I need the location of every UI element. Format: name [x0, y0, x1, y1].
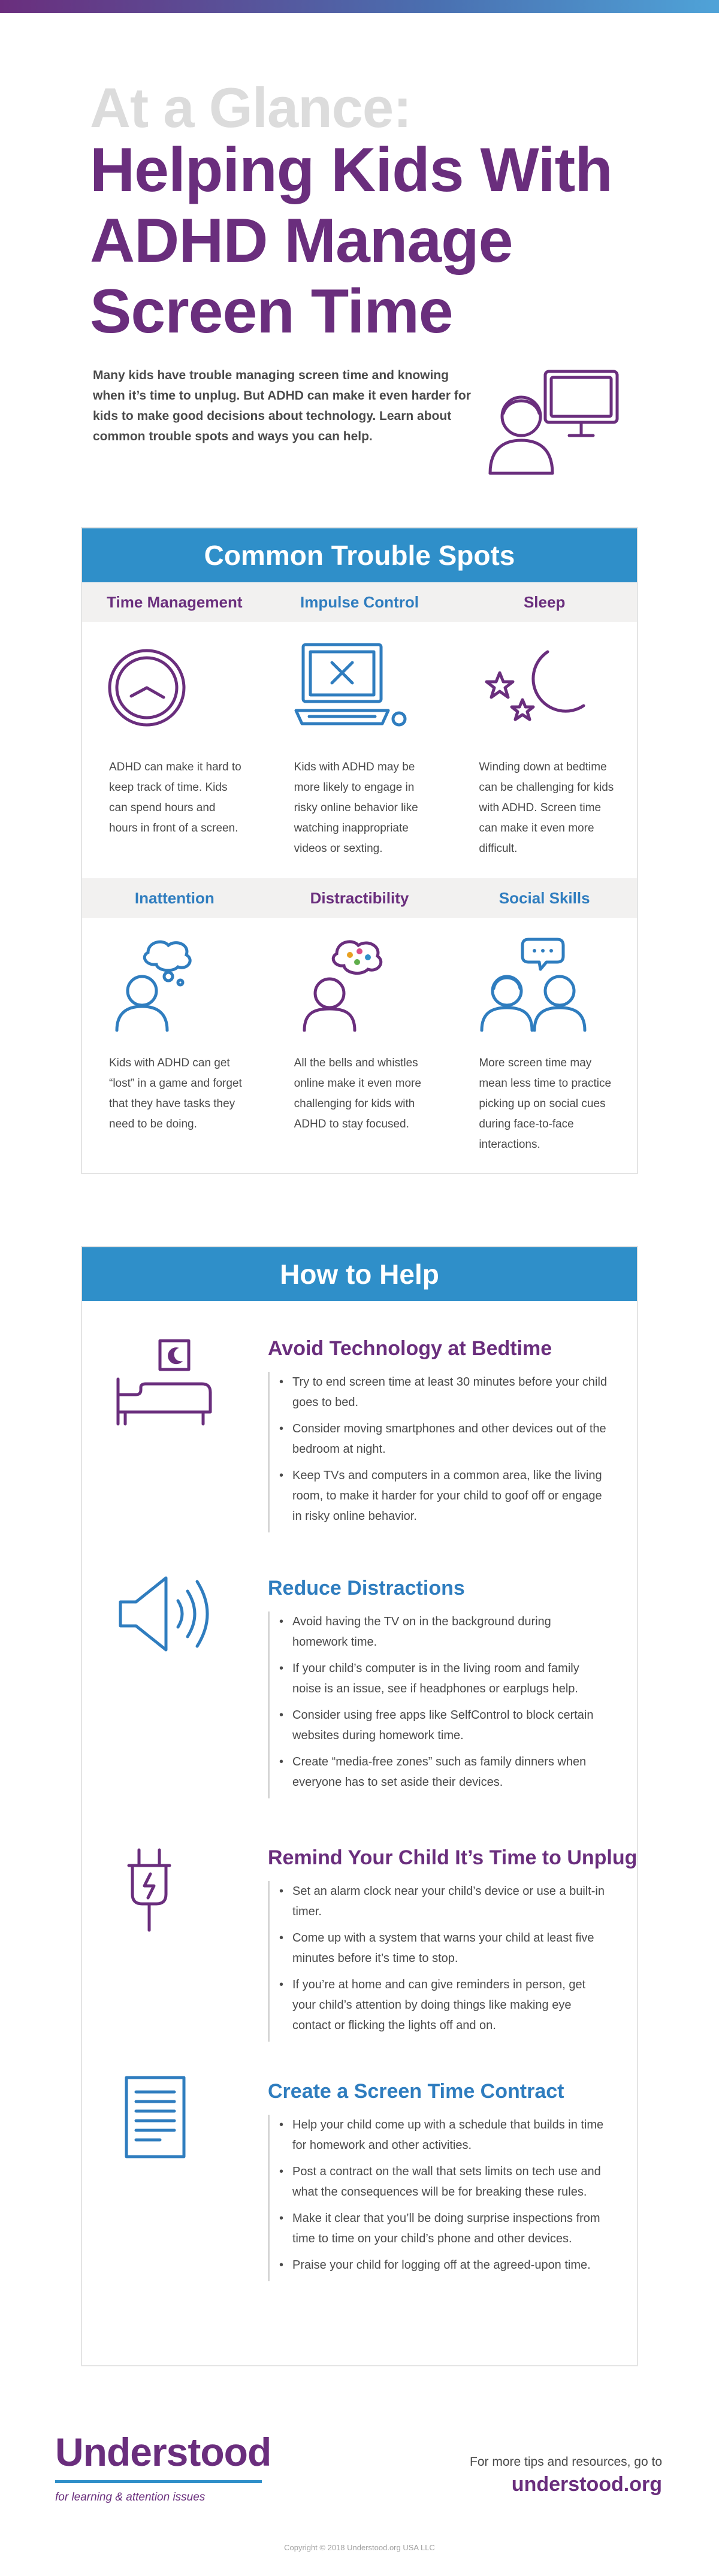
- title-prefix: At a Glance:: [90, 76, 412, 139]
- list-item: • Make it clear that you’ll be doing surprise inspections from time to time on your child’s phone and other devices.: [292, 2208, 609, 2249]
- list-item: • Avoid having the TV on in the background during homework time.: [292, 1611, 609, 1652]
- page-title: [90, 135, 665, 347]
- spot-title: Impulse Control: [267, 582, 452, 622]
- top-gradient-bar: [0, 0, 719, 13]
- title-line: Helping Kids With: [90, 135, 612, 205]
- title-line: Screen Time: [90, 277, 453, 346]
- help-bullet-list: [268, 1611, 609, 1798]
- spot-title: Sleep: [452, 582, 637, 622]
- spot-sleep: [452, 582, 637, 878]
- spot-text: Kids with ADHD may be more likely to engage in risky online behavior like watching inappropriate videos or sexting.: [294, 761, 418, 855]
- moon-stars-icon: [476, 640, 614, 736]
- spot-title: Inattention: [82, 878, 267, 918]
- list-item: • If your child’s computer is in the living room and family noise is an issue, see if headphones or earplugs help.: [292, 1658, 609, 1699]
- list-item: • Create “media-free zones” such as family dinners when everyone has to set aside their devices.: [292, 1752, 609, 1792]
- bed-icon: [112, 1337, 226, 1439]
- list-item: • Praise your child for logging off at the agreed-upon time.: [292, 2255, 609, 2275]
- spot-distractibility: [267, 878, 452, 1174]
- help-bullet-list: [268, 1881, 609, 2042]
- spot-inattention: [82, 878, 267, 1174]
- trouble-spots-grid: [82, 582, 637, 1174]
- list-item: • Try to end screen time at least 30 minutes before your child goes to bed.: [292, 1372, 609, 1413]
- spot-social-skills: [452, 878, 637, 1174]
- spot-text: ADHD can make it hard to keep track of time. Kids can spend hours and hours in front of a screen.: [109, 761, 241, 835]
- how-to-help-card: [81, 1246, 638, 2366]
- spot-title: Time Management: [82, 582, 267, 622]
- list-item: • If you’re at home and can give reminders in person, get your child’s attention by doing things like making eye contact or flicking the lights off and on.: [292, 1975, 609, 2036]
- list-item: • Consider moving smartphones and other devices out of the bedroom at night.: [292, 1419, 609, 1459]
- help-section-title: Remind Your Child It’s Time to Unplug: [268, 1846, 638, 1869]
- brand-tagline: for learning & attention issues: [55, 2491, 206, 2504]
- trouble-spots-card: [81, 527, 638, 1174]
- spot-text: Kids with ADHD can get “lost” in a game and forget that they have tasks they need to be doing.: [109, 1057, 242, 1130]
- spot-impulse-control: [267, 582, 452, 878]
- speaker-icon: [112, 1565, 226, 1667]
- spot-title: Social Skills: [452, 878, 637, 918]
- more-resources-text: For more tips and resources, go to: [470, 2455, 662, 2469]
- list-item: • Help your child come up with a schedule that builds in time for homework and other activities.: [292, 2115, 609, 2155]
- spot-text: More screen time may mean less time to practice picking up on social cues during face-to-face interactions.: [479, 1057, 612, 1151]
- conversation-icon: [476, 936, 614, 1032]
- list-item: • Come up with a system that warns your child at least five minutes before it’s time to stop.: [292, 1928, 609, 1969]
- brand-logo[interactable]: Understood: [55, 2430, 271, 2474]
- laptop-icon: [291, 640, 429, 736]
- help-bullet-list: [268, 1372, 609, 1532]
- distracted-person-icon: [291, 936, 429, 1032]
- clock-icon: [106, 640, 244, 736]
- spot-time-management: [82, 582, 267, 878]
- title-line: ADHD Manage: [90, 206, 513, 276]
- help-section-title: Reduce Distractions: [268, 1577, 465, 1600]
- website-link[interactable]: understood.org: [511, 2473, 662, 2496]
- intro-text: Many kids have trouble managing screen time and knowing when it’s time to unplug. But ADHD can make it even harder for kids to make good decisions about technology. Learn about common trouble spots and ways you can help.: [93, 368, 471, 443]
- kid-computer-icon: [479, 359, 635, 479]
- help-section-title: Create a Screen Time Contract: [268, 2080, 564, 2103]
- thought-bubble-icon: [106, 936, 244, 1032]
- spot-title: Distractibility: [267, 878, 452, 918]
- list-item: • Keep TVs and computers in a common area, like the living room, to make it harder for your child to goof off or engage in risky online behavior.: [292, 1465, 609, 1526]
- brand-underline: [55, 2480, 262, 2483]
- how-to-help-title: How to Help: [82, 1247, 637, 1301]
- copyright-text: Copyright © 2018 Understood.org USA LLC: [284, 2543, 435, 2552]
- trouble-spots-title: Common Trouble Spots: [82, 528, 637, 582]
- list-item: • Post a contract on the wall that sets limits on tech use and what the consequences will be for breaking these rules.: [292, 2161, 609, 2202]
- spot-text: All the bells and whistles online make it even more challenging for kids with ADHD to stay focused.: [294, 1057, 421, 1130]
- plug-icon: [112, 1846, 226, 1948]
- spot-text: Winding down at bedtime can be challenging for kids with ADHD. Screen time can make it even more difficult.: [479, 761, 614, 855]
- list-item: • Set an alarm clock near your child’s device or use a built-in timer.: [292, 1881, 609, 1922]
- help-section-title: Avoid Technology at Bedtime: [268, 1337, 552, 1360]
- help-bullet-list: [268, 2115, 609, 2281]
- list-item: • Consider using free apps like SelfControl to block certain websites during homework time.: [292, 1705, 609, 1746]
- contract-icon: [112, 2074, 226, 2176]
